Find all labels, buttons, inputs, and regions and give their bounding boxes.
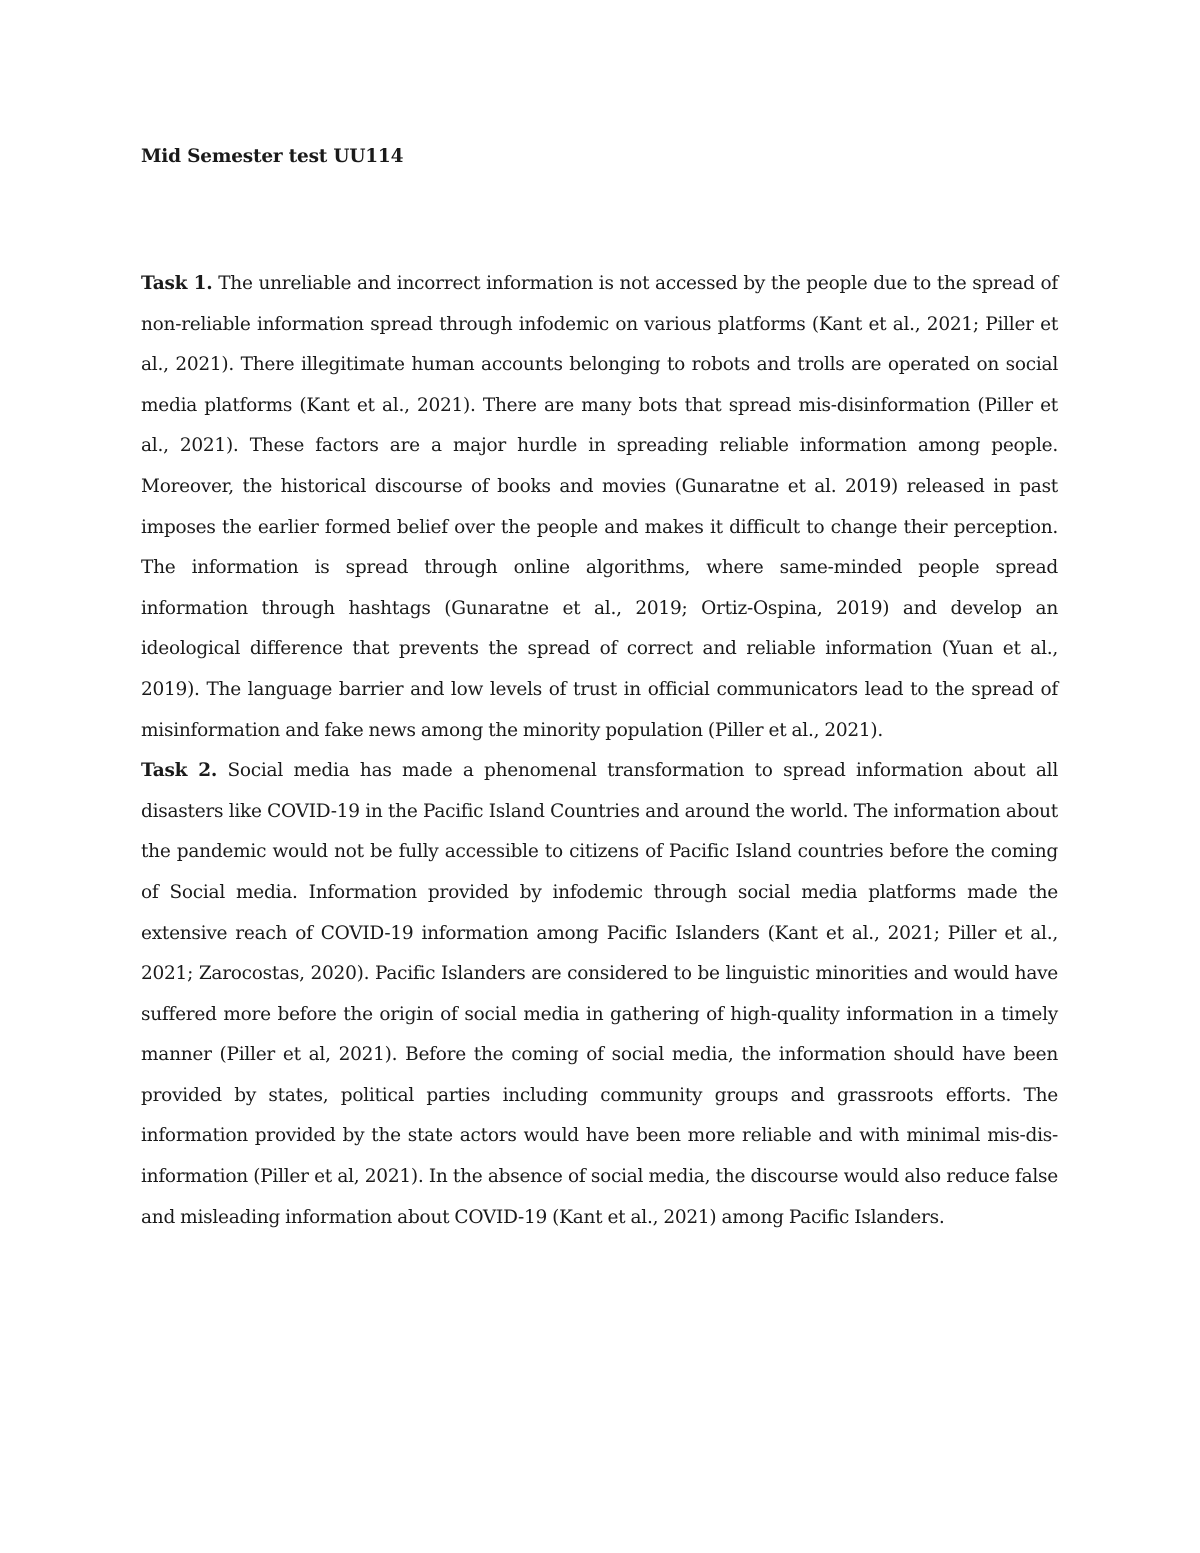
task-1-paragraph xyxy=(141,264,1058,751)
task-1-text: The unreliable and incorrect information is not accessed by the people due to the spread of non-reliable information spread through infodemic on various platforms (Kant et al., 2021; Piller et al., 2021). There illegitimate human accounts belonging to robots and trolls are operated on social media platforms (Kant et al., 2021). There are many bots that spread mis-disinformation (Piller et al., 2021). These factors are a major hurdle in spreading reliable information among people. Moreover, the historical discourse of books and movies (Gunaratne et al. 2019) released in past imposes the earlier formed belief over the people and makes it difficult to change their perception. The information is spread through online algorithms, where same-minded people spread information through hashtags (Gunaratne et al., 2019; Ortiz-Ospina, 2019) and develop an ideological difference that prevents the spread of correct and reliable information (Yuan et al., 2019). The language barrier and low levels of trust in official communicators lead to the spread of misinformation and fake news among the minority population (Piller et al., 2021). xyxy=(141,273,1058,741)
document-body xyxy=(141,143,1058,1238)
task-2-text: Social media has made a phenomenal transformation to spread information about all disasters like COVID-19 in the Pacific Island Countries and around the world. The information about the pandemic would not be fully accessible to citizens of Pacific Island countries before the coming of Social media. Information provided by infodemic through social media platforms made the extensive reach of COVID-19 information among Pacific Islanders (Kant et al., 2021; Piller et al., 2021; Zarocostas, 2020). Pacific Islanders are considered to be linguistic minorities and would have suffered more before the origin of social media in gathering of high-quality information in a timely manner (Piller et al, 2021). Before the coming of social media, the information should have been provided by states, political parties including community groups and grassroots efforts. The information provided by the state actors would have been more reliable and with minimal mis-dis-information (Piller et al, 2021). In the absence of social media, the discourse would also reduce false and misleading information about COVID-19 (Kant et al., 2021) among Pacific Islanders. xyxy=(141,760,1058,1228)
task-1-label: Task 1. xyxy=(141,273,213,294)
task-2-paragraph xyxy=(141,751,1058,1238)
task-2-label: Task 2. xyxy=(141,760,218,782)
document-title: Mid Semester test UU114 xyxy=(141,146,404,167)
